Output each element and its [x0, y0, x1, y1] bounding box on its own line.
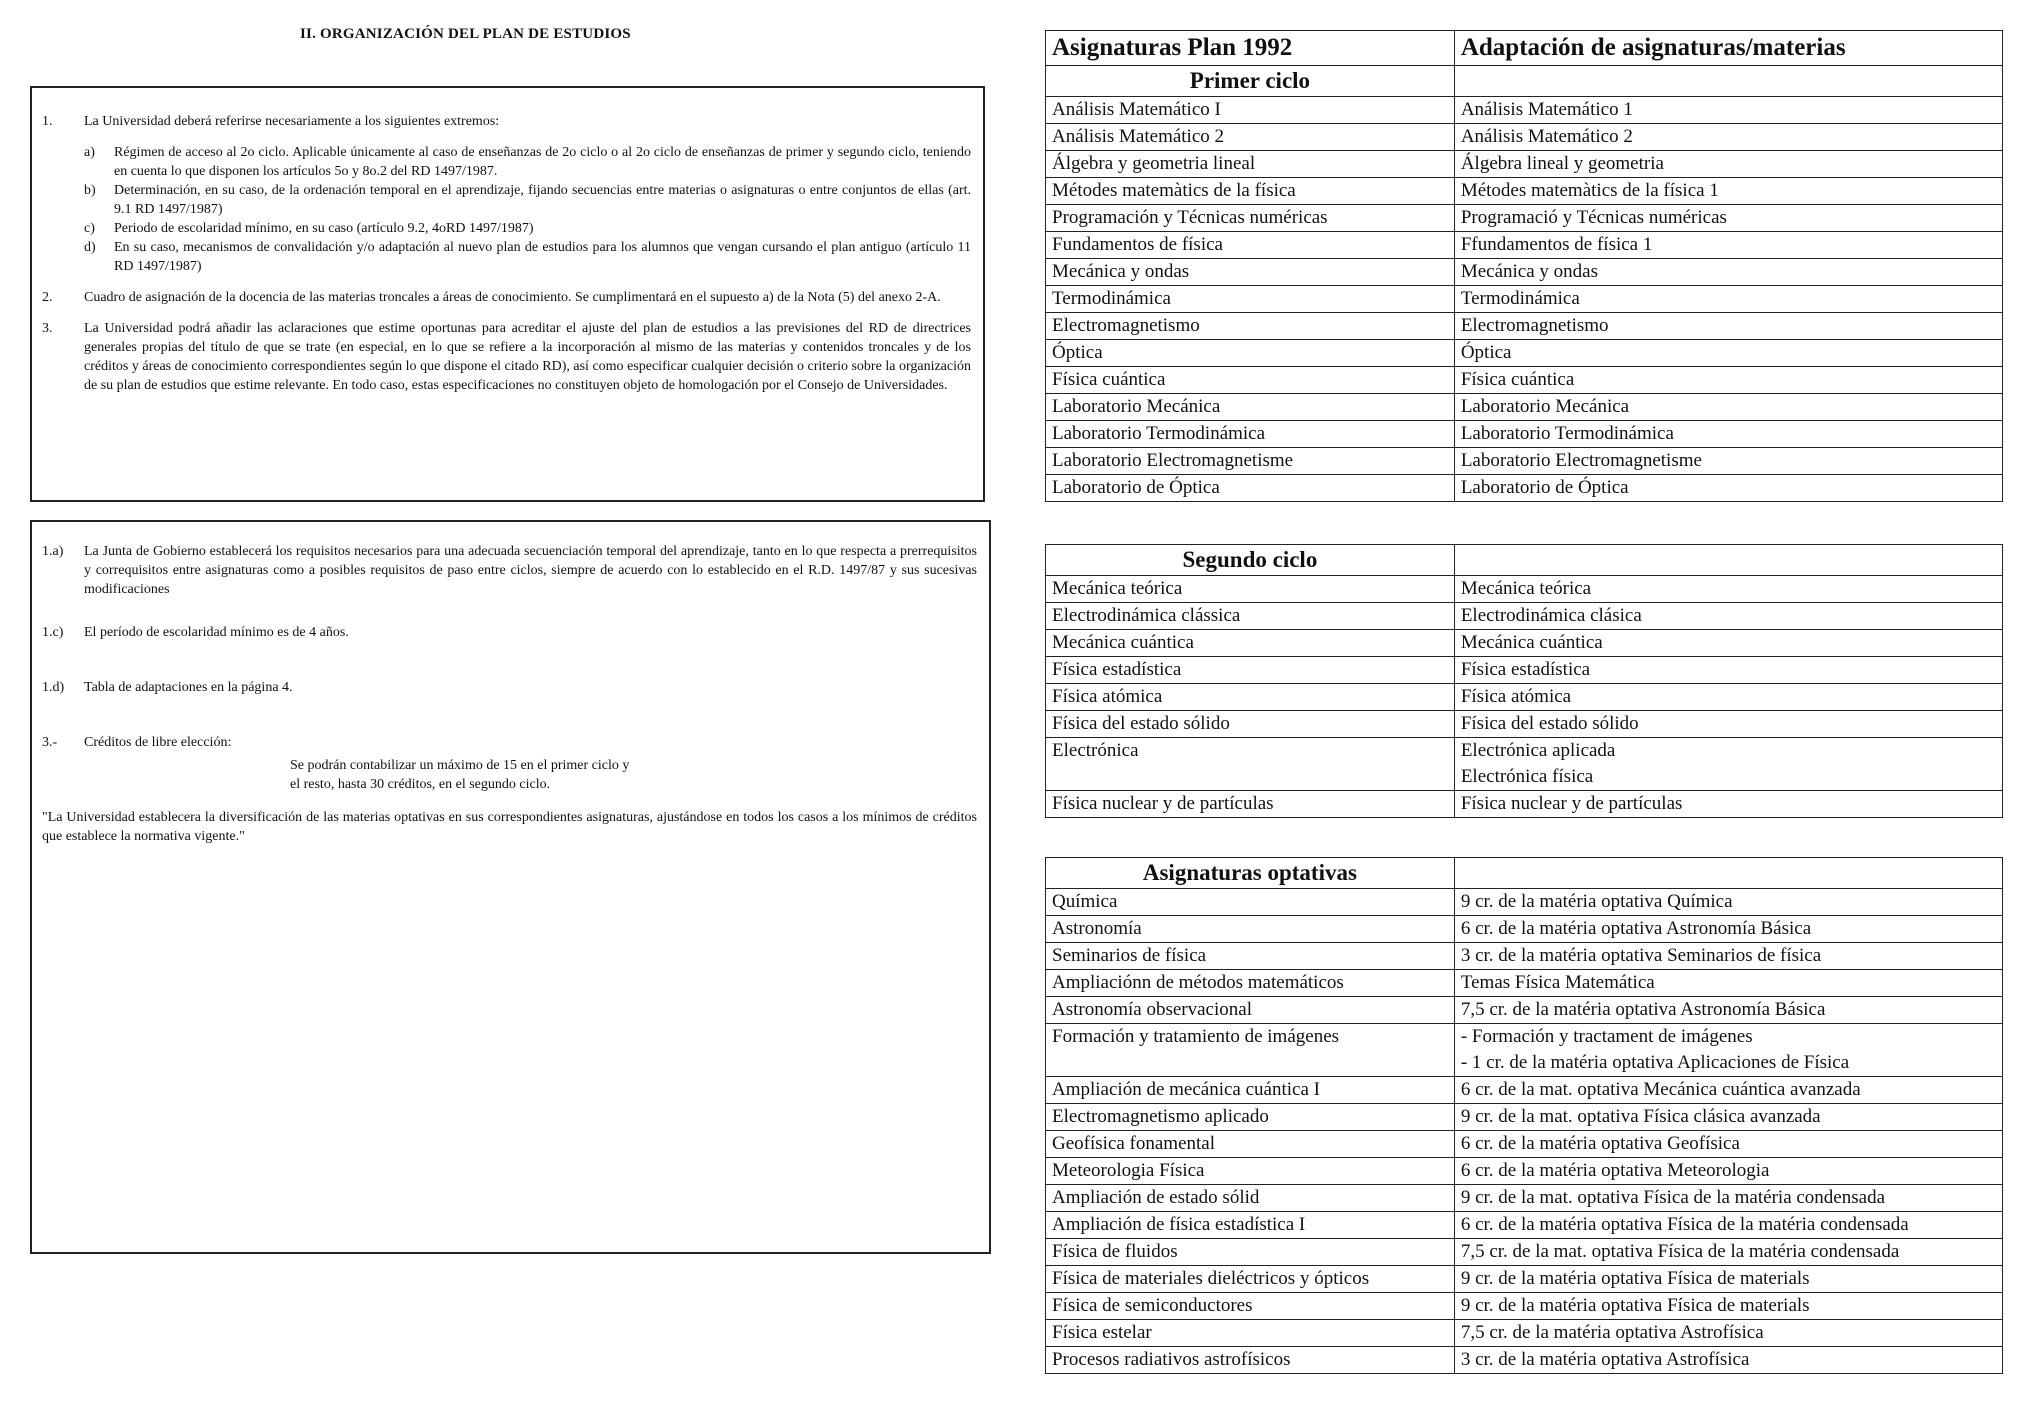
- table-row: [1046, 1293, 2003, 1320]
- subject-cell: Programación y Técnicas numéricas: [1046, 205, 1455, 232]
- subject-cell: Análisis Matemático 2: [1046, 124, 1455, 151]
- subject-cell: Ampliación de estado sólid: [1046, 1185, 1455, 1212]
- instruction-item-3: [42, 319, 971, 395]
- subject-cell: Física estadística: [1046, 657, 1455, 684]
- sub-item: [84, 238, 971, 276]
- answer-item-1a: [42, 542, 977, 599]
- table-row: [1046, 791, 2003, 818]
- sub-item-text: Determinación, en su caso, de la ordenación temporal en el aprendizaje, fijando secuencias entre materias o asignaturas o entre conjuntos de ellas (art. 9.1 RD 1497/1987): [114, 183, 971, 217]
- adaptation-cell: Electromagnetismo: [1454, 313, 2002, 340]
- section-row: [1046, 545, 2003, 576]
- adaptation-cell: 9 cr. de la matéria optativa Química: [1454, 889, 2002, 916]
- adaptation-cell: Física del estado sólido: [1454, 711, 2002, 738]
- instructions-box: [30, 86, 985, 502]
- table-row: [1046, 178, 2003, 205]
- item-number: 3.: [42, 321, 53, 336]
- subject-cell: Física de fluidos: [1046, 1239, 1455, 1266]
- answer-item-1c: [42, 623, 977, 642]
- subject-cell: Astronomía observacional: [1046, 997, 1455, 1024]
- adaptation-cell: Temas Física Matemática: [1454, 970, 2002, 997]
- item-text: El período de escolaridad mínimo es de 4 años.: [84, 625, 349, 640]
- subject-cell: Análisis Matemático I: [1046, 97, 1455, 124]
- subject-cell: Electrónica: [1046, 738, 1455, 791]
- table-row: [1046, 1239, 2003, 1266]
- subject-cell: Laboratorio Mecánica: [1046, 394, 1455, 421]
- table-row: [1046, 630, 2003, 657]
- subject-cell: Álgebra y geometria lineal: [1046, 151, 1455, 178]
- optional-subjects-table: [1045, 857, 2003, 1374]
- first-cycle-table: [1045, 30, 2003, 502]
- table-row: [1046, 738, 2003, 791]
- table-row: [1046, 1024, 2003, 1077]
- subject-cell: Electromagnetismo aplicado: [1046, 1104, 1455, 1131]
- table-row: [1046, 603, 2003, 630]
- sub-item-letter: c): [84, 221, 95, 236]
- subject-cell: Mecánica cuántica: [1046, 630, 1455, 657]
- table-row: [1046, 684, 2003, 711]
- subject-cell: Mecánica y ondas: [1046, 259, 1455, 286]
- sub-item: [84, 219, 971, 238]
- table-row: [1046, 151, 2003, 178]
- table-row: [1046, 421, 2003, 448]
- table-row: [1046, 916, 2003, 943]
- subject-cell: Astronomía: [1046, 916, 1455, 943]
- subject-cell: Mecánica teórica: [1046, 576, 1455, 603]
- item-text: La Junta de Gobierno establecerá los requisitos necesarios para una adecuada secuenciación temporal del aprendizaje, tanto en lo que respecta a prerrequisitos y correquisitos entre asignaturas como a posibles requisitos de paso entre ciclos, siempre de acuerdo con lo establecido en el R.D. 1497/87 y sus sucesivas modificaciones: [84, 544, 977, 597]
- page-title: II. ORGANIZACIÓN DEL PLAN DE ESTUDIOS: [300, 26, 631, 42]
- item-number: 1.: [42, 114, 53, 129]
- adaptation-cell: 6 cr. de la matéria optativa Meteorologia: [1454, 1158, 2002, 1185]
- adaptation-cell: 9 cr. de la mat. optativa Física clásica avanzada: [1454, 1104, 2002, 1131]
- item-text: La Universidad podrá añadir las aclaraciones que estime oportunas para acreditar el ajuste del plan de estudios a las previsiones del RD de directrices generales propias del título de que se trate (en especial, en lo que se refiere a la incorporación al mismo de las materias y contenidos troncales y de los créditos y áreas de conocimiento correspondientes según lo que dispone el citado RD), así como especificar cualquier decisión o criterio sobre la organización de su plan de estudios que estime relevante. En todo caso, estas especificaciones no constituyen objeto de homologación por el Consejo de Universidades.: [84, 321, 971, 393]
- table-row: [1046, 97, 2003, 124]
- sub-item-text: Periodo de escolaridad mínimo, en su caso (artículo 9.2, 4oRD 1497/1987): [114, 221, 534, 236]
- adaptation-cell: Programació y Técnicas numéricas: [1454, 205, 2002, 232]
- table-row: [1046, 1104, 2003, 1131]
- header-plan-1992: Asignaturas Plan 1992: [1046, 31, 1455, 66]
- table-row: [1046, 889, 2003, 916]
- sub-item-letter: b): [84, 183, 96, 198]
- adaptation-cell: 7,5 cr. de la matéria optativa Astrofísica: [1454, 1320, 2002, 1347]
- subject-cell: Seminarios de física: [1046, 943, 1455, 970]
- table-row: [1046, 475, 2003, 502]
- credits-note: [290, 756, 977, 794]
- section-row: [1046, 858, 2003, 889]
- subject-cell: Electromagnetismo: [1046, 313, 1455, 340]
- adaptation-cell: Física nuclear y de partículas: [1454, 791, 2002, 818]
- section-row: [1046, 66, 2003, 97]
- adaptation-cell: 6 cr. de la matéria optativa Astronomía Básica: [1454, 916, 2002, 943]
- subject-cell: Física del estado sólido: [1046, 711, 1455, 738]
- answers-box: [30, 520, 991, 1254]
- adaptation-cell: 7,5 cr. de la matéria optativa Astronomía Básica: [1454, 997, 2002, 1024]
- table-row: [1046, 259, 2003, 286]
- subject-cell: Laboratorio de Óptica: [1046, 475, 1455, 502]
- section-title: Segundo ciclo: [1046, 545, 1455, 576]
- adaptation-cell: Laboratorio Termodinámica: [1454, 421, 2002, 448]
- table-header-row: [1046, 31, 2003, 66]
- subject-cell: Geofísica fonamental: [1046, 1131, 1455, 1158]
- adaptation-cell: Física atómica: [1454, 684, 2002, 711]
- diversification-quote: "La Universidad establecera la diversificación de las materias optativas en sus correspondientes asignaturas, ajustándose en todos los casos a los mínimos de créditos que establece la normativa vigente.": [42, 810, 977, 844]
- adaptation-cell: Análisis Matemático 2: [1454, 124, 2002, 151]
- subject-cell: Ampliación de mecánica cuántica I: [1046, 1077, 1455, 1104]
- table-row: [1046, 1347, 2003, 1374]
- subject-cell: Física estelar: [1046, 1320, 1455, 1347]
- item-number: 3.-: [42, 735, 58, 750]
- sub-item-list: [42, 143, 971, 276]
- table-row: [1046, 576, 2003, 603]
- table-row: [1046, 657, 2003, 684]
- adaptation-cell: 7,5 cr. de la mat. optativa Física de la matéria condensada: [1454, 1239, 2002, 1266]
- item-number: 1.a): [42, 544, 64, 559]
- adaptation-cell: - Formación y tractament de imágenes - 1 cr. de la matéria optativa Aplicaciones de Física: [1454, 1024, 2002, 1077]
- subject-cell: Métodes matemàtics de la física: [1046, 178, 1455, 205]
- adaptation-cell: Laboratorio de Óptica: [1454, 475, 2002, 502]
- adaptation-cell: 3 cr. de la matéria optativa Astrofísica: [1454, 1347, 2002, 1374]
- table-row: [1046, 367, 2003, 394]
- table-row: [1046, 1077, 2003, 1104]
- sub-item: [84, 181, 971, 219]
- adaptation-cell: 3 cr. de la matéria optativa Seminarios de física: [1454, 943, 2002, 970]
- adaptation-cell: Física estadística: [1454, 657, 2002, 684]
- section-title: Asignaturas optativas: [1046, 858, 1455, 889]
- item-number: 1.d): [42, 680, 65, 695]
- table-row: [1046, 394, 2003, 421]
- table-row: [1046, 1266, 2003, 1293]
- adaptation-cell: Electrodinámica clásica: [1454, 603, 2002, 630]
- table-row: [1046, 970, 2003, 997]
- subject-cell: Termodinámica: [1046, 286, 1455, 313]
- table-row: [1046, 313, 2003, 340]
- table-row: [1046, 943, 2003, 970]
- credits-line-2: el resto, hasta 30 créditos, en el segundo ciclo.: [290, 777, 551, 792]
- subject-cell: Electrodinámica clássica: [1046, 603, 1455, 630]
- adaptation-cell: Análisis Matemático 1: [1454, 97, 2002, 124]
- item-text: Créditos de libre elección:: [84, 735, 232, 750]
- sub-item-text: En su caso, mecanismos de convalidación y/o adaptación al nuevo plan de estudios para los alumnos que vengan cursando el plan antiguo (artículo 11 RD 1497/1987): [114, 240, 971, 274]
- subject-cell: Fundamentos de física: [1046, 232, 1455, 259]
- section-title: Primer ciclo: [1046, 66, 1455, 97]
- subject-cell: Física de materiales dieléctricos y ópticos: [1046, 1266, 1455, 1293]
- answer-item-1d: [42, 678, 977, 697]
- item-text: Tabla de adaptaciones en la página 4.: [84, 680, 293, 695]
- table-row: [1046, 286, 2003, 313]
- adaptation-cell: Termodinámica: [1454, 286, 2002, 313]
- table-row: [1046, 1185, 2003, 1212]
- subject-cell: Procesos radiativos astrofísicos: [1046, 1347, 1455, 1374]
- table-row: [1046, 1131, 2003, 1158]
- adaptation-cell: Laboratorio Mecánica: [1454, 394, 2002, 421]
- item-number: 2.: [42, 290, 53, 305]
- adaptation-cell: 9 cr. de la matéria optativa Física de materials: [1454, 1266, 2002, 1293]
- second-cycle-table: [1045, 544, 2003, 818]
- adaptation-cell: Óptica: [1454, 340, 2002, 367]
- table-row: [1046, 1320, 2003, 1347]
- subject-cell: Óptica: [1046, 340, 1455, 367]
- table-row: [1046, 1158, 2003, 1185]
- empty-cell: [1454, 66, 2002, 97]
- answer-item-3: [42, 733, 977, 752]
- sub-item-letter: a): [84, 145, 95, 160]
- adaptation-cell: 6 cr. de la mat. optativa Mecánica cuántica avanzada: [1454, 1077, 2002, 1104]
- sub-item-letter: d): [84, 240, 96, 255]
- item-number: 1.c): [42, 625, 64, 640]
- table-row: [1046, 997, 2003, 1024]
- table-row: [1046, 124, 2003, 151]
- subject-cell: Química: [1046, 889, 1455, 916]
- subject-cell: Ampliación de física estadística I: [1046, 1212, 1455, 1239]
- subject-cell: Física nuclear y de partículas: [1046, 791, 1455, 818]
- table-row: [1046, 340, 2003, 367]
- empty-cell: [1454, 858, 2002, 889]
- subject-cell: Ampliaciónn de métodos matemáticos: [1046, 970, 1455, 997]
- item-text: Cuadro de asignación de la docencia de las materias troncales a áreas de conocimiento. Se cumplimentará en el supuesto a) de la Nota (5) del anexo 2-A.: [84, 290, 941, 305]
- adaptation-cell: Electrónica aplicada Electrónica física: [1454, 738, 2002, 791]
- adaptation-cell: Mecánica teórica: [1454, 576, 2002, 603]
- table-row: [1046, 1212, 2003, 1239]
- subject-cell: Meteorologia Física: [1046, 1158, 1455, 1185]
- adaptation-cell: 6 cr. de la matéria optativa Geofísica: [1454, 1131, 2002, 1158]
- sub-item: [84, 143, 971, 181]
- subject-cell: Física atómica: [1046, 684, 1455, 711]
- header-adaptation: Adaptación de asignaturas/materias: [1454, 31, 2002, 66]
- table-row: [1046, 205, 2003, 232]
- instruction-item-1: [42, 112, 971, 131]
- item-text: La Universidad deberá referirse necesariamente a los siguientes extremos:: [84, 114, 500, 129]
- credits-line-1: Se podrán contabilizar un máximo de 15 en el primer ciclo y: [290, 758, 630, 773]
- adaptation-cell: Métodes matemàtics de la física 1: [1454, 178, 2002, 205]
- table-row: [1046, 232, 2003, 259]
- table-row: [1046, 448, 2003, 475]
- subject-cell: Física cuántica: [1046, 367, 1455, 394]
- adaptation-cell: Mecánica y ondas: [1454, 259, 2002, 286]
- subject-cell: Física de semiconductores: [1046, 1293, 1455, 1320]
- adaptation-cell: Mecánica cuántica: [1454, 630, 2002, 657]
- adaptation-cell: Ffundamentos de física 1: [1454, 232, 2002, 259]
- instruction-item-2: [42, 288, 971, 307]
- empty-cell: [1454, 545, 2002, 576]
- sub-item-text: Régimen de acceso al 2o ciclo. Aplicable únicamente al caso de enseñanzas de 2o ciclo o al 2o ciclo de enseñanzas de primer y segundo ciclo, teniendo en cuenta lo que disponen los artículos 5o y 8o.2 del RD 1497/1987.: [114, 145, 971, 179]
- adaptation-cell: Laboratorio Electromagnetisme: [1454, 448, 2002, 475]
- adaptation-cell: Álgebra lineal y geometria: [1454, 151, 2002, 178]
- adaptation-cell: 9 cr. de la mat. optativa Física de la matéria condensada: [1454, 1185, 2002, 1212]
- subject-cell: Formación y tratamiento de imágenes: [1046, 1024, 1455, 1077]
- table-row: [1046, 711, 2003, 738]
- adaptation-cell: 9 cr. de la matéria optativa Física de materials: [1454, 1293, 2002, 1320]
- subject-cell: Laboratorio Termodinámica: [1046, 421, 1455, 448]
- adaptation-cell: Física cuántica: [1454, 367, 2002, 394]
- adaptation-cell: 6 cr. de la matéria optativa Física de la matéria condensada: [1454, 1212, 2002, 1239]
- subject-cell: Laboratorio Electromagnetisme: [1046, 448, 1455, 475]
